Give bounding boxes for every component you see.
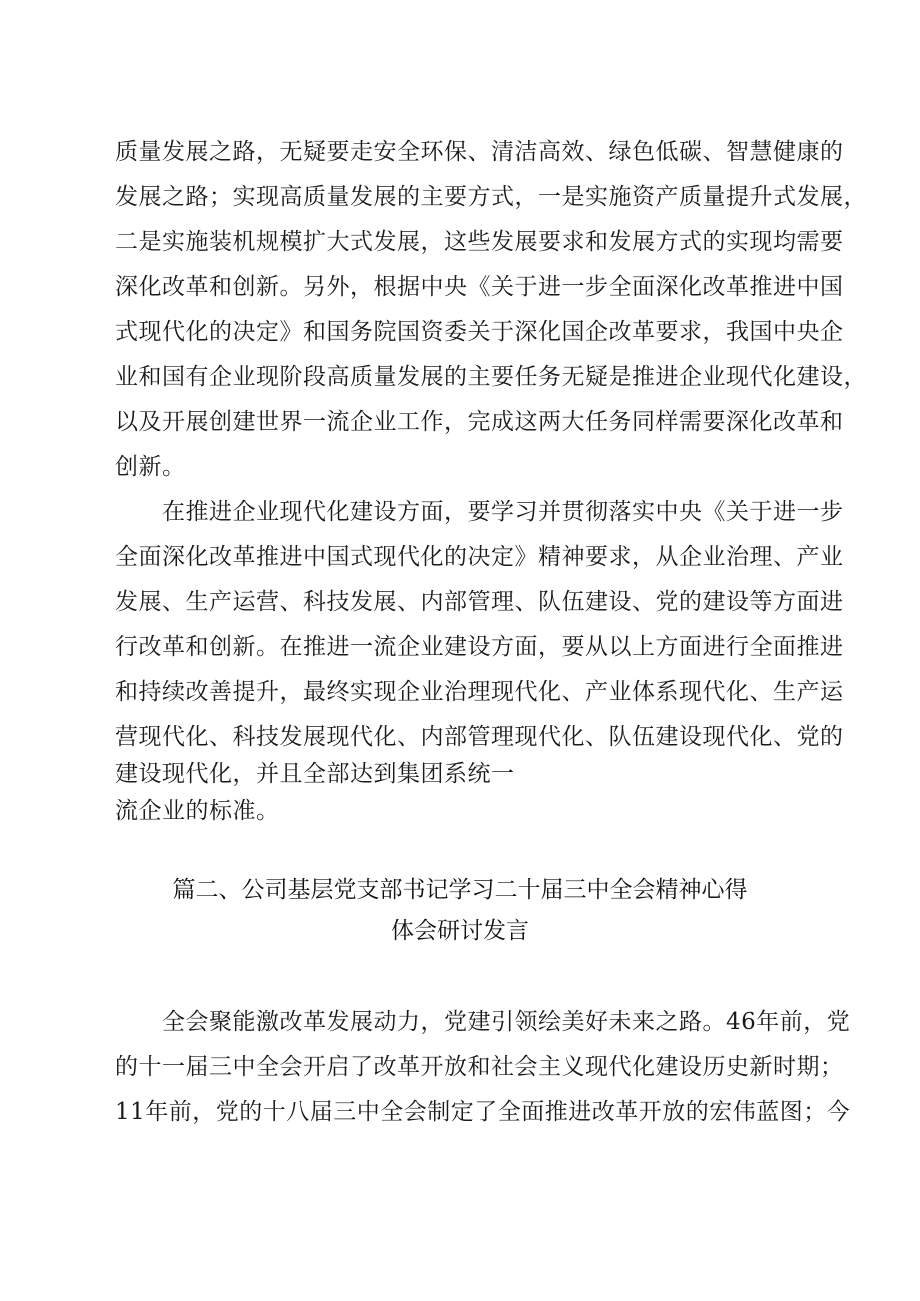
paragraph-2-line-3: 发展、生产运营、科技发展、内部管理、队伍建设、党的建设等方面进 (115, 589, 844, 615)
paragraph-3-line-1: 全会聚能激改革发展动力，党建引领绘美好未来之路。46年前，党 (162, 1009, 851, 1035)
paragraph-1-line-8: 创新。 (115, 454, 186, 480)
section-heading-line-2: 体会研讨发言 (391, 918, 529, 944)
paragraph-2-line-7: 建设现代化，并且全部达到集团系统一 (115, 761, 515, 787)
paragraph-1-line-7: 以及开展创建世界一流企业工作，完成这两大任务同样需要深化改革和 (115, 409, 844, 435)
section-heading-line-1: 篇二、公司基层党支部书记学习二十届三中全会精神心得 (172, 877, 748, 903)
paragraph-2-line-1: 在推进企业现代化建设方面，要学习并贯彻落实中央《关于进一步 (162, 499, 844, 525)
paragraph-3-line-2: 的十一届三中全会开启了改革开放和社会主义现代化建设历史新时期； (115, 1054, 844, 1080)
paragraph-1-line-6: 业和国有企业现阶段高质量发展的主要任务无疑是推进企业现代化建设， (115, 364, 867, 390)
paragraph-1-line-1: 质量发展之路，无疑要走安全环保、清洁高效、绿色低碳、智慧健康的 (115, 139, 844, 165)
paragraph-1-line-4: 深化改革和创新。另外，根据中央《关于进一步全面深化改革推进中国 (115, 274, 844, 300)
paragraph-1-line-5: 式现代化的决定》和国务院国资委关于深化国企改革要求，我国中央企 (115, 319, 844, 345)
paragraph-2-line-2: 全面深化改革推进中国式现代化的决定》精神要求，从企业治理、产业 (115, 544, 844, 570)
paragraph-2-line-5: 和持续改善提升，最终实现企业治理现代化、产业体系现代化、生产运 (115, 679, 844, 705)
paragraph-2-line-8: 流企业的标准。 (115, 798, 280, 824)
paragraph-2-line-4: 行改革和创新。在推进一流企业建设方面，要从以上方面进行全面推进 (115, 634, 844, 660)
paragraph-1-line-3: 二是实施装机规模扩大式发展，这些发展要求和发展方式的实现均需要 (115, 229, 844, 255)
paragraph-1-line-2: 发展之路；实现高质量发展的主要方式，一是实施资产质量提升式发展， (115, 184, 867, 210)
paragraph-2-line-6: 营现代化、科技发展现代化、内部管理现代化、队伍建设现代化、党的 (115, 724, 844, 750)
paragraph-3-line-3: 11年前，党的十八届三中全会制定了全面推进改革开放的宏伟蓝图；今 (115, 1099, 851, 1125)
